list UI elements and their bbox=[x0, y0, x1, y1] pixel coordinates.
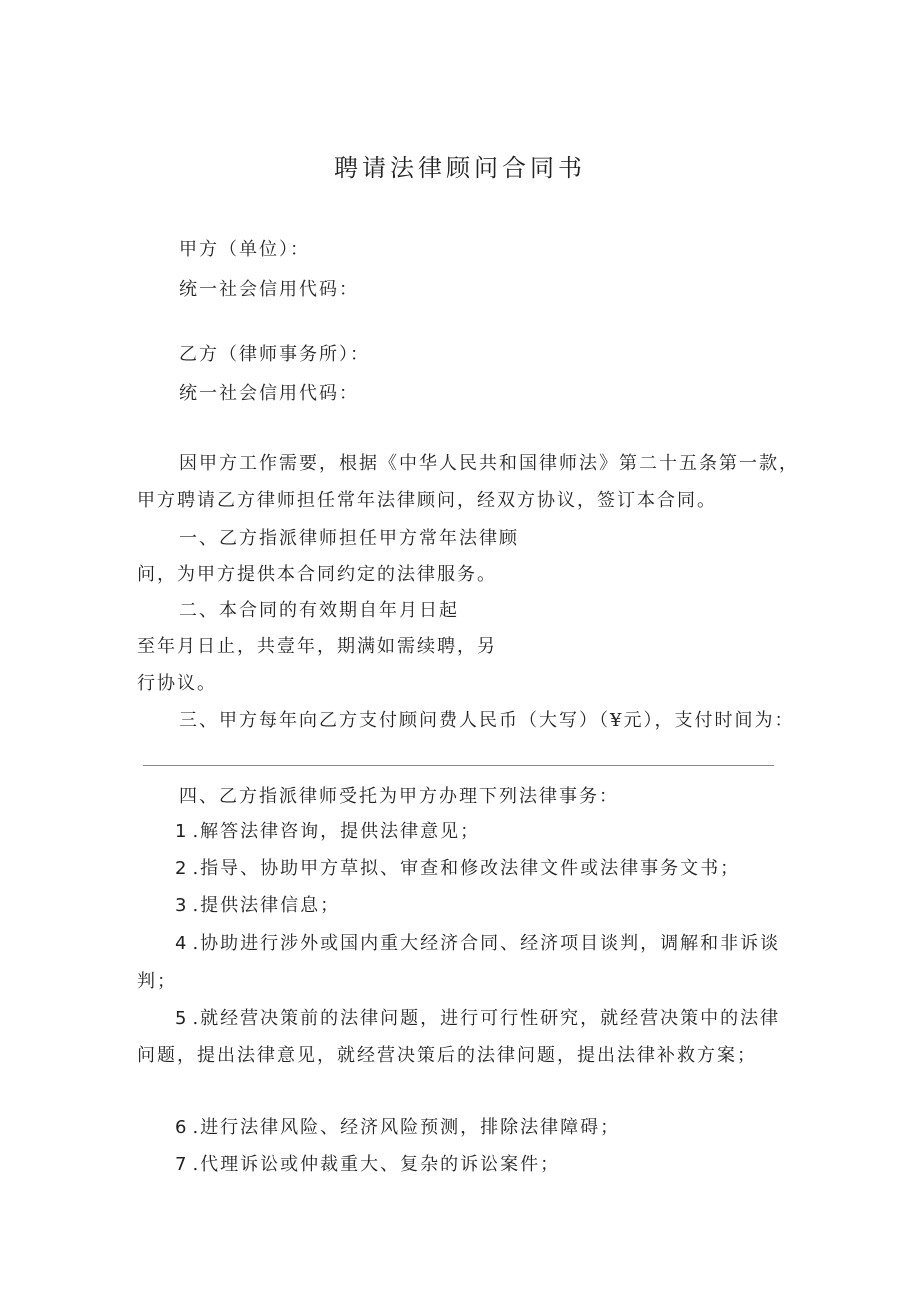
item-text: .协助进行涉外或国内重大经济合同、经济项目谈判，调解和非诉谈 bbox=[192, 933, 781, 954]
item-text: .指导、协助甲方草拟、审查和修改法律文件或法律事务文书； bbox=[192, 858, 741, 879]
clause-2-line-1: 二、本合同的有效期自年月日起 bbox=[179, 600, 459, 621]
item-number: 1 bbox=[175, 821, 187, 842]
item-number: 6 bbox=[175, 1117, 187, 1138]
list-item bbox=[175, 1116, 620, 1140]
party-b-label: 乙方（律师事务所）： bbox=[179, 344, 370, 365]
item-number: 5 bbox=[175, 1008, 187, 1029]
intro-line-1: 因甲方工作需要，根据《中华人民共和国律师法》第二十五条第一款， bbox=[179, 453, 799, 474]
list-item bbox=[175, 820, 480, 844]
clause-3-line-1: 三、甲方每年向乙方支付顾问费人民币（大写）（¥元），支付时间为： bbox=[179, 710, 795, 731]
list-item bbox=[175, 894, 340, 918]
list-item bbox=[175, 1007, 780, 1031]
item-text: .解答法律咨询，提供法律意见； bbox=[192, 821, 481, 842]
clause-1-line-2: 问，为甲方提供本合同约定的法律服务。 bbox=[137, 564, 497, 585]
party-a-credit-code: 统一社会信用代码： bbox=[179, 279, 359, 300]
party-b-credit-code: 统一社会信用代码： bbox=[179, 383, 359, 404]
list-item bbox=[175, 932, 780, 956]
item-number: 2 bbox=[175, 858, 187, 879]
clause-2-line-3: 行协议。 bbox=[137, 673, 217, 694]
payment-time-blank-line bbox=[143, 765, 774, 766]
list-item bbox=[175, 857, 740, 881]
clause-4-heading: 四、乙方指派律师受托为甲方办理下列法律事务： bbox=[179, 786, 619, 807]
party-a-label: 甲方（单位）： bbox=[179, 239, 310, 260]
intro-line-2: 甲方聘请乙方律师担任常年法律顾问，经双方协议，签订本合同。 bbox=[137, 490, 717, 511]
item-text: .代理诉讼或仲裁重大、复杂的诉讼案件； bbox=[192, 1154, 561, 1175]
item-number: 7 bbox=[175, 1154, 187, 1175]
item-text: .提供法律信息； bbox=[192, 895, 341, 916]
list-item bbox=[175, 1153, 560, 1177]
item-number: 4 bbox=[175, 933, 187, 954]
item-number: 3 bbox=[175, 895, 187, 916]
clause-1-line-1: 一、乙方指派律师担任甲方常年法律顾 bbox=[179, 528, 519, 549]
list-item-continuation: 判； bbox=[137, 971, 177, 992]
list-item-continuation: 问题，提出法律意见，就经营决策后的法律问题，提出法律补救方案； bbox=[137, 1045, 757, 1066]
item-text: .就经营决策前的法律问题，进行可行性研究，就经营决策中的法律 bbox=[192, 1008, 781, 1029]
item-text: .进行法律风险、经济风险预测，排除法律障碍； bbox=[192, 1117, 621, 1138]
document-title: 聘请法律顾问合同书 bbox=[334, 154, 586, 182]
clause-2-line-2: 至年月日止，共壹年，期满如需续聘，另 bbox=[137, 636, 497, 657]
